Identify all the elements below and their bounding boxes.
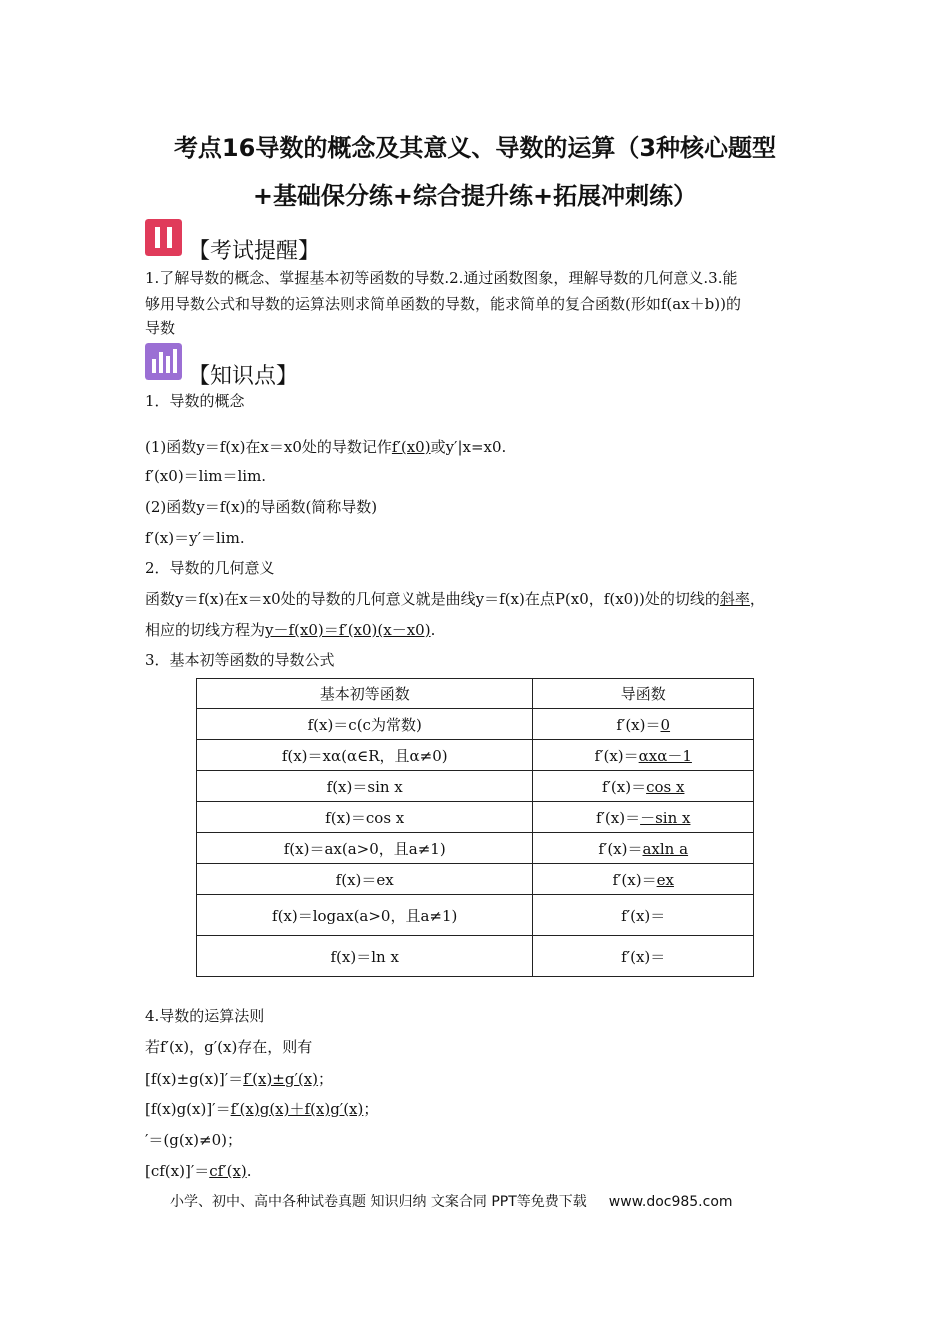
rule-product: [f(x)g(x)]′＝f′(x)g(x)＋f(x)g′(x)；	[145, 1100, 379, 1118]
answer-tangent-equation: y－f(x0)＝f′(x0)(x－x0)	[265, 621, 431, 639]
table-row	[197, 936, 754, 977]
answer-derivative: cos x	[646, 777, 685, 796]
table-cell-derivative: f′(x)＝ex	[533, 864, 754, 895]
answer-derivative: 0	[660, 715, 671, 734]
table-cell-derivative: f′(x)＝axln a	[533, 833, 754, 864]
table-row	[197, 740, 754, 771]
footer-text: 小学、初中、高中各种试卷真题 知识归纳 文案合同 PPT等免费下载	[170, 1194, 587, 1210]
footer-site-link[interactable]: www.doc985.com	[608, 1194, 733, 1210]
rule-quotient: ′＝(g(x)≠0)；	[145, 1131, 242, 1149]
rules-intro: 若f′(x)，g′(x)存在，则有	[145, 1038, 313, 1056]
answer-rule-sum: f′(x)±g′(x)	[243, 1070, 319, 1088]
derivative-formula-table	[196, 678, 754, 977]
table-row	[197, 771, 754, 802]
derivative-limit-definition: f′(x0)＝lim＝lim.	[145, 467, 267, 485]
table-cell-derivative: f′(x)＝cos x	[533, 771, 754, 802]
subtitle-operation-rules: 4.导数的运算法则	[145, 1007, 265, 1025]
reminder-line-3: 导数	[145, 319, 176, 337]
geometric-meaning-line	[145, 589, 765, 609]
table-row	[197, 709, 754, 740]
table-cell-function: f(x)＝cos x	[197, 802, 533, 833]
table-header: 导函数	[533, 679, 754, 709]
table-row	[197, 864, 754, 895]
derivative-notation-text: (1)函数y＝f(x)在x＝x0处的导数记作	[145, 438, 392, 456]
rule-constant-multiple: [cf(x)]′＝cf′(x).	[145, 1162, 252, 1180]
table-cell-derivative: f′(x)＝－sin x	[533, 802, 754, 833]
section-heading-knowledge: 【知识点】	[188, 364, 299, 389]
subtitle-geometric-meaning: 2．导数的几何意义	[145, 559, 275, 577]
table-cell-function: f(x)＝ex	[197, 864, 533, 895]
derivative-notation-line	[145, 437, 506, 457]
bar-chart-icon	[145, 343, 182, 380]
derived-function-line: (2)函数y＝f(x)的导函数(简称导数)	[145, 498, 378, 516]
table-row	[197, 895, 754, 936]
table-cell-function: f(x)＝c(c为常数)	[197, 709, 533, 740]
page-title-line-1: 考点16导数的概念及其意义、导数的运算（3种核心题型	[173, 134, 777, 162]
answer-derivative: αxα－1	[638, 746, 692, 765]
page-title-line-2: +基础保分练+综合提升练+拓展冲刺练）	[252, 182, 698, 210]
answer-rule-constant: cf′(x)	[209, 1162, 247, 1180]
reminder-line-1: 1.了解导数的概念、掌握基本初等函数的导数.2.通过函数图象，理解导数的几何意义.3.能	[145, 269, 738, 287]
table-cell-derivative: f′(x)＝	[533, 936, 754, 977]
pause-bars-icon	[145, 219, 182, 256]
tangent-line-text: 相应的切线方程为	[145, 621, 266, 639]
answer-rule-product: f′(x)g(x)＋f(x)g′(x)	[230, 1100, 364, 1118]
section-heading-reminder: 【考试提醒】	[188, 239, 321, 264]
answer-derivative: ex	[656, 870, 674, 889]
table-header-row	[197, 679, 754, 709]
table-cell-derivative: f′(x)＝αxα－1	[533, 740, 754, 771]
tangent-line-tail: .	[430, 621, 436, 639]
answer-derivative: axln a	[642, 839, 689, 858]
table-row	[197, 833, 754, 864]
table-cell-function: f(x)＝xα(α∈R，且α≠0)	[197, 740, 533, 771]
tangent-line-equation	[145, 620, 435, 640]
derivative-notation-tail: 或y′|x=x0.	[430, 438, 507, 456]
subtitle-derivative-concept: 1．导数的概念	[145, 392, 245, 410]
table-row	[197, 802, 754, 833]
table-cell-function: f(x)＝sin x	[197, 771, 533, 802]
table-cell-derivative: f′(x)＝	[533, 895, 754, 936]
rule-sum: [f(x)±g(x)]′＝f′(x)±g′(x)；	[145, 1070, 334, 1088]
answer-slope: 斜率	[719, 590, 750, 608]
table-cell-function: f(x)＝ln x	[197, 936, 533, 977]
geometric-meaning-text: 函数y＝f(x)在x＝x0处的导数的几何意义就是曲线y＝f(x)在点P(x0，f(x0))处的切线的	[145, 590, 720, 608]
subtitle-basic-formulas: 3．基本初等函数的导数公式	[145, 651, 335, 669]
table-cell-function: f(x)＝ax(a>0，且a≠1)	[197, 833, 533, 864]
answer-derivative-notation: f′(x0)	[391, 438, 431, 456]
reminder-line-2: 够用导数公式和导数的运算法则求简单函数的导数，能求简单的复合函数(形如f(ax＋b))的	[145, 295, 741, 313]
answer-derivative: －sin x	[640, 808, 691, 827]
derived-function-definition: f′(x)＝y′＝lim.	[145, 529, 245, 547]
page-footer	[170, 1191, 733, 1211]
geometric-meaning-tail: ，	[749, 590, 765, 608]
table-cell-derivative: f′(x)＝0	[533, 709, 754, 740]
table-cell-function: f(x)＝logax(a>0，且a≠1)	[197, 895, 533, 936]
table-header: 基本初等函数	[197, 679, 533, 709]
